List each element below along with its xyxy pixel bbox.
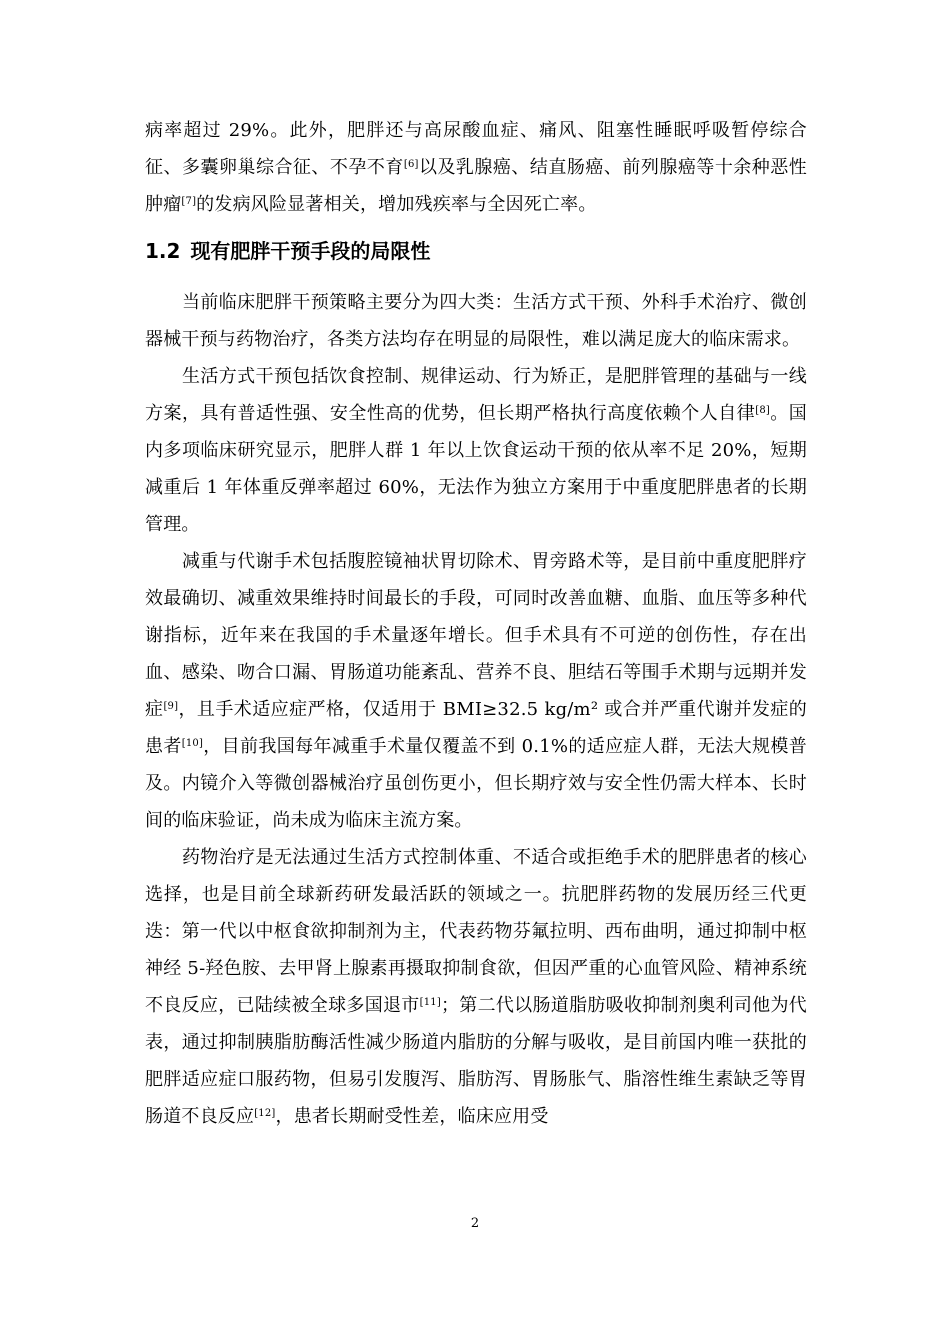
paragraph-surgery: [145, 543, 807, 839]
text-run: 药物治疗是无法通过生活方式控制体重、不适合或拒绝手术的肥胖患者的核心选择，也是目前全球新药研发最活跃的领域之一。抗肥胖药物的发展历经三代更迭：第一代以中枢食欲抑制剂为主，代表药物芬氟拉明、西布曲明，通过抑制中枢神经 5-羟色胺、去甲肾上腺素再摄取抑制食欲，但因严重的心血管风险、精神系统不良反应，已陆续被全球多国退市: [145, 847, 807, 1016]
citation-12: [12]: [254, 1108, 276, 1119]
paragraph-drug-therapy: [145, 839, 807, 1135]
text-run: ，目前我国每年减重手术量仅覆盖不到 0.1%的适应症人群，无法大规模普及。内镜介入等微创器械治疗虽创伤更小，但长期疗效与安全性仍需大样本、长时间的临床验证，尚未成为临床主流方案。: [145, 736, 807, 831]
citation-9: [9]: [163, 701, 179, 712]
citation-6: [6]: [403, 159, 419, 170]
citation-8: [8]: [755, 405, 770, 416]
paragraph-overview: [145, 284, 807, 358]
text-run: 减重与代谢手术包括腹腔镜袖状胃切除术、胃旁路术等，是目前中重度肥胖疗效最确切、减重效果维持时间最长的手段，可同时改善血糖、血脂、血压等多种代谢指标，近年来在我国的手术量逐年增长。但手术具有不可逆的创伤性，存在出血、感染、吻合口漏、胃肠道功能紊乱、营养不良、胆结石等围手术期与远期并发症: [145, 551, 807, 720]
text-run: 以及乳腺癌、结直肠癌、前列腺癌等十余种恶性肿瘤: [145, 157, 807, 215]
section-heading: [145, 237, 807, 265]
text-run: ，且手术适应症严格，仅适用于 BMI≥32.5 kg/m² 或合并严重代谢并发症的患者: [145, 699, 808, 757]
paragraph-continuation: [145, 112, 807, 223]
page-body: [145, 112, 807, 1135]
section-title: 现有肥胖干预手段的局限性: [190, 239, 431, 263]
citation-11: [11]: [419, 997, 441, 1008]
text-run: 。国内多项临床研究显示，肥胖人群 1 年以上饮食运动干预的依从率不足 20%，短期减重后 1 年体重反弹率超过 60%，无法作为独立方案用于中重度肥胖患者的长期管理。: [145, 403, 807, 535]
text-run: 生活方式干预包括饮食控制、规律运动、行为矫正，是肥胖管理的基础与一线方案，具有普适性强、安全性高的优势，但长期严格执行高度依赖个人自律: [145, 366, 807, 424]
paragraph-lifestyle: [145, 358, 807, 543]
text-run: ，患者长期耐受性差，临床应用受: [275, 1106, 549, 1127]
text-run: 的发病风险显著相关，增加残疾率与全因死亡率。: [196, 194, 597, 215]
section-number: 1.2: [145, 239, 181, 263]
text-run: ；第二代以肠道脂肪吸收抑制剂奥利司他为代表，通过抑制胰脂肪酶活性减少肠道内脂肪的分解与吸收，是目前国内唯一获批的肥胖适应症口服药物，但易引发腹泻、脂肪泻、胃肠胀气、脂溶性维生素缺乏等胃肠道不良反应: [145, 995, 808, 1127]
citation-10: [10]: [181, 738, 204, 749]
page-number: 2: [470, 1216, 480, 1231]
text-run: 病率超过 29%。此外，肥胖还与高尿酸血症、痛风、阻塞性睡眠呼吸暂停综合征、多囊卵巢综合征、不孕不育: [145, 120, 807, 178]
citation-7: [7]: [181, 196, 197, 207]
text-run: 当前临床肥胖干预策略主要分为四大类：生活方式干预、外科手术治疗、微创器械干预与药物治疗，各类方法均存在明显的局限性，难以满足庞大的临床需求。: [145, 292, 807, 350]
